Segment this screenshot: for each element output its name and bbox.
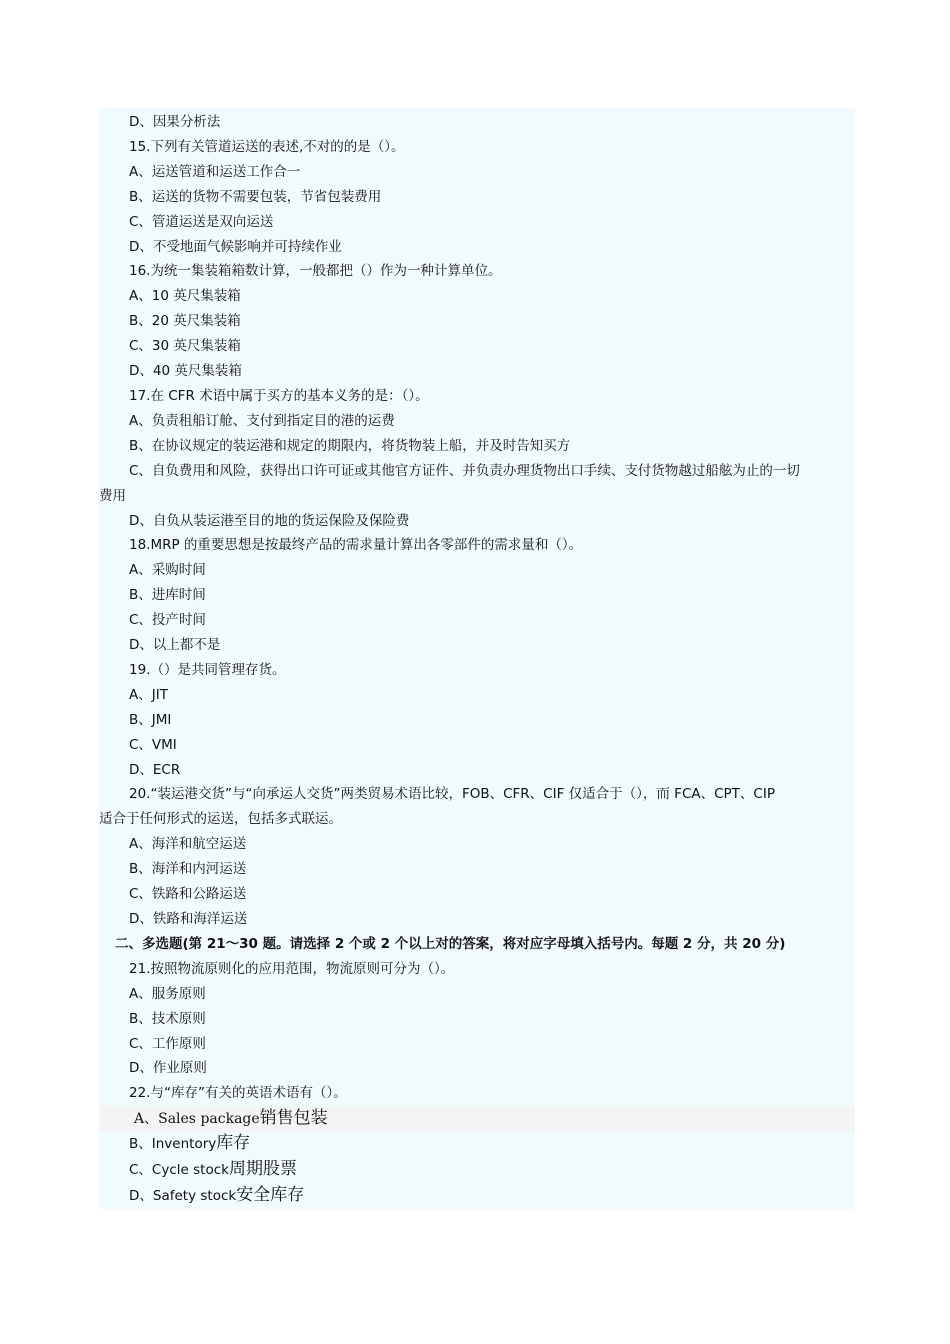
option-a-20: A、海洋和航空运送	[129, 836, 247, 853]
option-a-17: A、负责租船订舱、支付到指定目的港的运费	[129, 412, 395, 429]
question-18: 18.MRP 的重要思想是按最终产品的需求量计算出各零部件的需求量和（）。	[129, 537, 583, 554]
option-b-21: B、技术原则	[129, 1010, 206, 1027]
section-heading-multiple-choice: 二、多选题(第 21～30 题。请选择 2 个或 2 个以上对的答案，将对应字母填入括号内。每题 2 分，共 20 分)	[115, 935, 786, 952]
option-d-22-english: D、Safety stock	[129, 1188, 237, 1205]
option-a-22	[99, 1106, 855, 1131]
option-b-19: B、JMI	[129, 711, 172, 728]
option-b-22-chinese: 库存	[216, 1133, 251, 1154]
question-15: 15.下列有关管道运送的表述,不对的的是（）。	[129, 138, 405, 155]
option-b-22	[99, 1131, 855, 1157]
option-c-15: C、管道运送是双向运送	[129, 213, 274, 230]
question-17: 17.在 CFR 术语中属于买方的基本义务的是：（）。	[129, 387, 429, 404]
option-c-17: C、自负费用和风险，获得出口许可证或其他官方证件、并负责办理货物出口手续、支付货物越过船舷为止的一切	[129, 462, 800, 479]
option-a-15: A、运送管道和运送工作合一	[129, 163, 301, 180]
option-c-16: C、30 英尺集装箱	[129, 338, 241, 355]
option-d-18: D、以上都不是	[129, 637, 221, 654]
option-c-21: C、工作原则	[129, 1035, 206, 1052]
option-b-16: B、20 英尺集装箱	[129, 313, 241, 330]
question-20: 20.“装运港交货”与“向承运人交货”两类贸易术语比较，FOB、CFR、CIF 仅适合于（），而 FCA、CPT、CIP	[129, 786, 775, 803]
question-20-continuation: 适合于任何形式的运送，包括多式联运。	[99, 811, 342, 828]
option-b-18: B、进库时间	[129, 587, 206, 604]
option-b-20: B、海洋和内河运送	[129, 861, 247, 878]
option-d-19: D、ECR	[129, 761, 181, 778]
option-d-20: D、铁路和海洋运送	[129, 911, 248, 927]
option-a-18: A、采购时间	[129, 562, 206, 579]
option-d-22	[99, 1183, 855, 1209]
question-16: 16.为统一集装箱箱数计算，一般都把（）作为一种计算单位。	[129, 263, 502, 280]
question-21: 21.按照物流原则化的应用范围，物流原则可分为（）。	[129, 960, 455, 977]
option-c-22	[99, 1157, 855, 1183]
option-b-15: B、运送的货物不需要包装，节省包装费用	[129, 188, 382, 205]
option-a-22-english: A、Sales package	[134, 1111, 260, 1128]
option-c-18: C、投产时间	[129, 612, 206, 629]
option-c-19: C、VMI	[129, 736, 177, 753]
option-a-16: A、10 英尺集装箱	[129, 288, 241, 305]
option-d-22-chinese: 安全库存	[236, 1185, 305, 1206]
option-a-22-chinese: 销售包装	[259, 1108, 328, 1129]
option-d-14: D、因果分析法	[129, 114, 221, 130]
document-content	[99, 108, 855, 1209]
question-22: 22.与“库存”有关的英语术语有（）。	[129, 1085, 347, 1102]
option-a-19: A、JIT	[129, 686, 168, 703]
option-d-15: D、不受地面气候影响并可持续作业	[129, 238, 342, 255]
option-c-20: C、铁路和公路运送	[129, 886, 247, 903]
option-a-21: A、服务原则	[129, 985, 206, 1002]
option-c-22-chinese: 周期股票	[228, 1159, 297, 1180]
question-19: 19.（）是共同管理存货。	[129, 661, 286, 678]
option-d-21: D、作业原则	[129, 1060, 207, 1077]
option-b-22-english: B、Inventory	[129, 1136, 217, 1153]
option-c-22-english: C、Cycle stock	[129, 1162, 229, 1179]
option-d-17: D、自负从装运港至目的地的货运保险及保险费	[129, 512, 410, 529]
option-d-16: D、40 英尺集装箱	[129, 363, 242, 380]
option-b-17: B、在协议规定的装运港和规定的期限内，将货物装上船，并及时告知买方	[129, 437, 571, 454]
option-c-17-continuation: 费用	[99, 487, 126, 504]
